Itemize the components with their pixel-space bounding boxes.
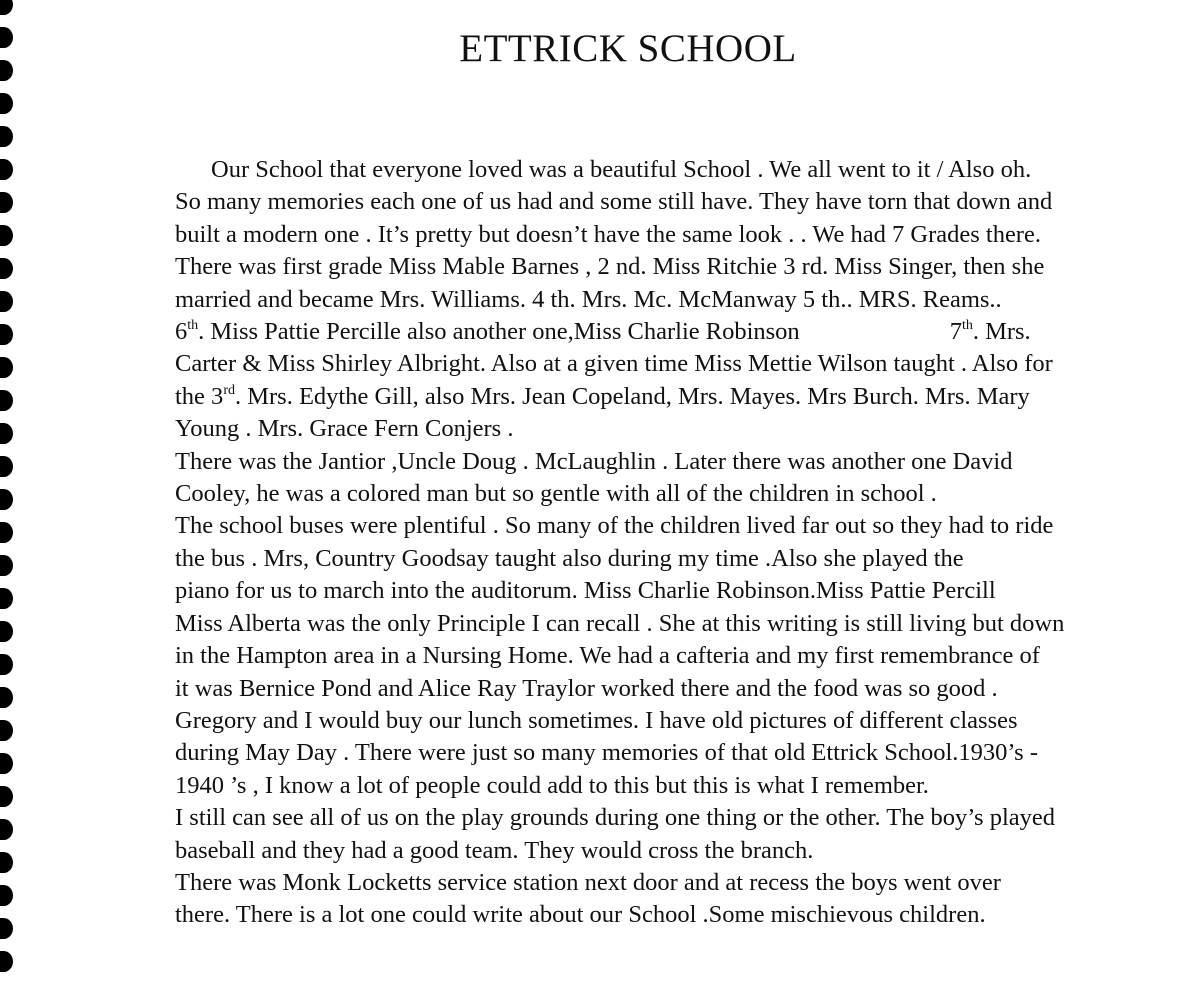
superscript: th: [961, 317, 973, 333]
text-line: [175, 316, 1185, 348]
text-line: there. There is a lot one could write about our School .Some mischievous children.: [175, 901, 986, 929]
text-line: There was first grade Miss Mable Barnes , 2 nd. Miss Ritchie 3 rd. Miss Singer, then she: [175, 253, 1045, 281]
binding-hole: [0, 0, 13, 15]
binding-hole: [0, 951, 13, 972]
text-line: built a modern one . It’s pretty but doesn’t have the same look . . We had 7 Grades there.: [175, 220, 1041, 248]
text-line: in the Hampton area in a Nursing Home. We had a cafteria and my first remembrance of: [175, 642, 1040, 670]
binding-hole: [0, 324, 13, 345]
text-line: Miss Alberta was the only Principle I can recall . She at this writing is still living but down: [175, 609, 1065, 637]
binding-hole: [0, 489, 13, 510]
binding-hole: [0, 555, 13, 576]
superscript: th: [187, 317, 199, 333]
binding-hole: [0, 885, 13, 906]
binding-hole: [0, 621, 13, 642]
binding-hole: [0, 654, 13, 675]
text-fragment: . Mrs. Edythe Gill, also Mrs. Jean Copeland, Mrs. Mayes. Mrs Burch. Mrs. Mary: [234, 382, 1030, 410]
binding-hole: [0, 126, 13, 147]
text-line: Young . Mrs. Grace Fern Conjers .: [175, 415, 514, 443]
binding-hole: [0, 390, 13, 411]
text-line: Our School that everyone loved was a beautiful School . We all went to it / Also oh.: [211, 156, 1032, 183]
text-line: 1940 ’s , I know a lot of people could add to this but this is what I remember.: [175, 771, 929, 799]
binding-hole: [0, 258, 13, 279]
binding-hole: [0, 225, 13, 246]
text-fragment: . Mrs.: [972, 318, 1031, 346]
binding-hole: [0, 93, 13, 114]
document-body: [175, 154, 1185, 932]
page-title: ETTRICK SCHOOL: [459, 27, 797, 70]
text-line: The school buses were plentiful . So many of the children lived far out so they had to ride: [175, 512, 1054, 540]
text-line: [175, 381, 1185, 413]
text-line: There was the Jantior ,Uncle Doug . McLaughlin . Later there was another one David: [175, 447, 1013, 475]
text-line: the bus . Mrs, Country Goodsay taught also during my time .Also she played the: [175, 544, 964, 572]
binding-hole: [0, 192, 13, 213]
text-line: I still can see all of us on the play grounds during one thing or the other. The boy’s played: [175, 804, 1056, 832]
binding-hole: [0, 819, 13, 840]
text-line: Carter & Miss Shirley Albright. Also at a given time Miss Mettie Wilson taught . Also for: [175, 350, 1053, 378]
text-line: There was Monk Locketts service station next door and at recess the boys went over: [175, 868, 1001, 896]
binding-hole: [0, 357, 13, 378]
binding-hole: [0, 786, 13, 807]
binding-hole: [0, 753, 13, 774]
text-fragment: 6: [175, 318, 188, 346]
text-line: during May Day . There were just so many memories of that old Ettrick School.1930’s -: [175, 739, 1039, 767]
superscript: rd: [223, 382, 235, 398]
binding-hole: [0, 159, 13, 180]
text-line: it was Bernice Pond and Alice Ray Traylor worked there and the food was so good .: [175, 674, 998, 702]
binding-hole: [0, 852, 13, 873]
text-line: married and became Mrs. Williams. 4 th. Mrs. Mc. McManway 5 th.. MRS. Reams..: [175, 285, 1002, 313]
text-fragment: . Miss Pattie Percille also another one,Miss Charlie Robinson: [198, 318, 800, 346]
text-line: piano for us to march into the auditorum. Miss Charlie Robinson.Miss Pattie Percill: [175, 577, 996, 605]
text-line: baseball and they had a good team. They would cross the branch.: [175, 836, 814, 864]
binding-hole: [0, 720, 13, 741]
binding-hole: [0, 918, 13, 939]
binding-hole: [0, 588, 13, 609]
binding-hole: [0, 456, 13, 477]
binding-hole: [0, 291, 13, 312]
text-line: Gregory and I would buy our lunch sometimes. I have old pictures of different classes: [175, 706, 1018, 734]
binding-hole: [0, 687, 13, 708]
text-fragment: 7: [949, 318, 962, 346]
text-line: Cooley, he was a colored man but so gentle with all of the children in school .: [175, 480, 937, 508]
text-line: So many memories each one of us had and some still have. They have torn that down and: [175, 188, 1053, 216]
text-fragment: the 3: [175, 382, 224, 410]
binding-hole: [0, 522, 13, 543]
binding-hole: [0, 423, 13, 444]
spiral-binding: [0, 0, 22, 987]
